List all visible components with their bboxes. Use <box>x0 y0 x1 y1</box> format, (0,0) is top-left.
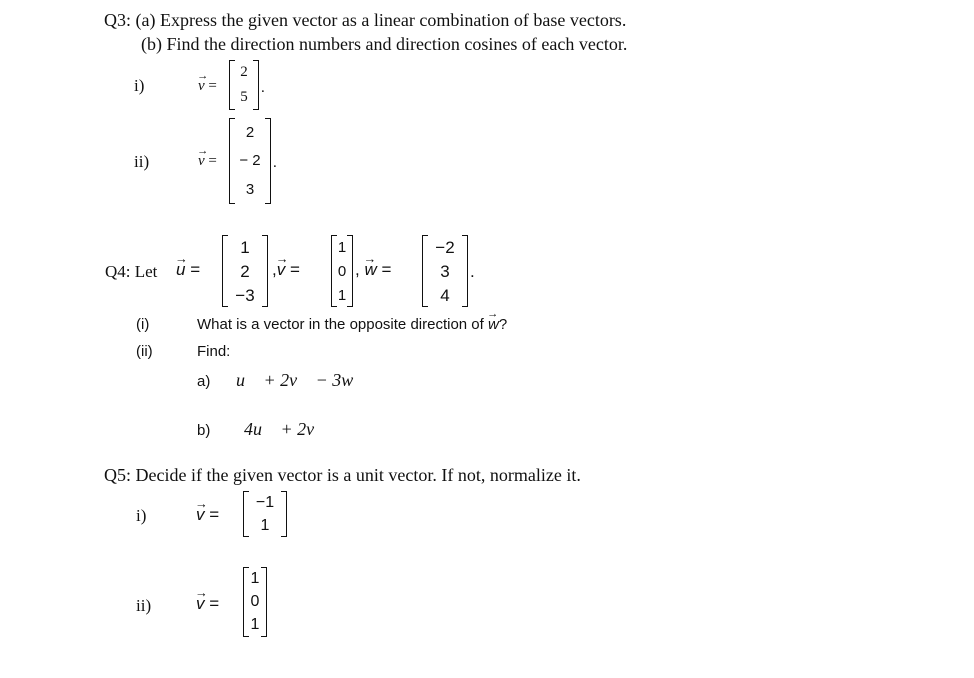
q3-line-a: Q3: (a) Express the given vector as a linear combination of base vectors. <box>104 10 627 30</box>
q5-i-label: i) <box>136 506 147 525</box>
q4-part-i-text: What is a vector in the opposite direction of w →? <box>197 316 507 333</box>
q5-i-lhs: v → = <box>196 505 219 525</box>
matrix-entry: 1 <box>337 286 347 304</box>
matrix-entry: −3 <box>235 285 255 305</box>
q4-u-matrix <box>222 235 268 307</box>
q3-ii-label: ii) <box>134 152 150 171</box>
q4-w-period: . <box>470 262 475 281</box>
matrix-entry: 4 <box>440 285 450 305</box>
matrix-entry: 3 <box>245 181 255 199</box>
q4-b-label: b) <box>197 422 211 439</box>
q4-v-matrix <box>331 235 353 307</box>
q4-part-ii-text: Find: <box>197 343 231 360</box>
q3-i-period: . <box>261 80 265 96</box>
matrix-entry: 1 <box>250 569 260 587</box>
q3-ii-matrix <box>229 118 271 204</box>
matrix-entry: 3 <box>440 261 450 281</box>
matrix-entry: 2 <box>240 64 248 80</box>
q3-i-matrix <box>229 60 259 110</box>
q5-ii-lhs: v → = <box>196 594 219 614</box>
q3-ii-lhs: v → = <box>198 153 217 170</box>
matrix-entry: 2 <box>245 123 255 141</box>
q4-prefix: Q4: Let <box>105 262 158 281</box>
q5-ii-label: ii) <box>136 596 152 615</box>
matrix-entry: 1 <box>250 616 260 634</box>
q5-line: Q5: Decide if the given vector is a unit vector. If not, normalize it. <box>104 465 581 485</box>
q4-part-ii-label: (ii) <box>136 343 153 360</box>
matrix-entry: 5 <box>240 89 248 105</box>
matrix-entry: 2 <box>240 261 250 281</box>
q3-ii-period: . <box>273 155 277 171</box>
q5-i-matrix <box>243 491 287 537</box>
q3-line-b: (b) Find the direction numbers and direction cosines of each vector. <box>141 34 628 54</box>
q4-b-expression: 4u⃗ + 2v⃗ <box>244 419 329 439</box>
matrix-entry: − 2 <box>239 152 261 170</box>
q4-w-lhs: , w → = <box>355 260 391 280</box>
matrix-entry: 0 <box>250 592 260 610</box>
matrix-entry: −1 <box>255 493 275 511</box>
q4-part-i-label: (i) <box>136 316 150 333</box>
matrix-entry: −2 <box>435 237 455 257</box>
q4-v-lhs: ,v → = <box>272 260 300 280</box>
q4-w-matrix <box>422 235 468 307</box>
q3-i-lhs: v → = <box>198 78 217 95</box>
q4-a-label: a) <box>197 373 211 390</box>
q3-i-label: i) <box>134 76 145 95</box>
q4-a-expression: u⃗ + 2v⃗ − 3w⃗ <box>236 370 368 390</box>
matrix-entry: 0 <box>337 262 347 280</box>
matrix-entry: 1 <box>260 516 270 534</box>
q4-u-lhs: u → = <box>176 260 200 280</box>
q5-ii-matrix <box>243 567 267 637</box>
matrix-entry: 1 <box>240 237 250 257</box>
matrix-entry: 1 <box>337 238 347 256</box>
